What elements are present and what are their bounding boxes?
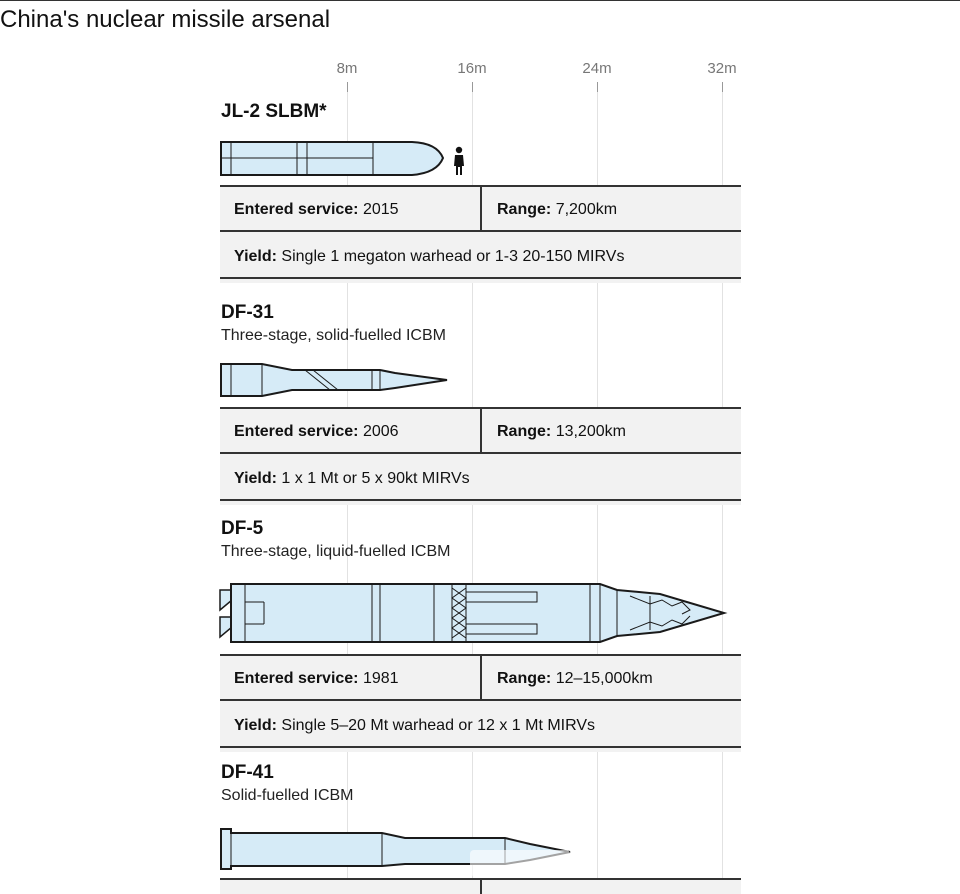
- missile-desc-df5: Three-stage, liquid-fuelled ICBM: [221, 543, 451, 560]
- entered-service-value: 1981: [362, 670, 399, 687]
- info-row-yield: [220, 234, 741, 279]
- range-value: 13,200km: [555, 423, 626, 440]
- range-cell: [497, 409, 626, 454]
- entered-service-cell: [234, 656, 399, 701]
- yield-label: Yield:: [234, 717, 277, 734]
- yield-value: Single 5–20 Mt warhead or 12 x 1 Mt MIRVs: [281, 717, 596, 734]
- cell-divider: [480, 656, 482, 701]
- info-row-service-range: [220, 187, 741, 232]
- chart-title: China's nuclear missile arsenal: [0, 6, 331, 33]
- range-cell: [497, 656, 653, 701]
- missile-name-jl2: JL-2 SLBM*: [221, 101, 327, 122]
- yield-cell: [234, 234, 624, 279]
- yield-cell: [234, 703, 595, 748]
- range-label: Range:: [497, 201, 552, 218]
- watermark-overlay: [470, 850, 570, 876]
- range-value: 7,200km: [555, 201, 618, 218]
- yield-cell: [234, 456, 470, 501]
- tick-label-8m: 8m: [336, 60, 358, 77]
- info-row-service-range: [220, 409, 741, 454]
- info-box-df5: [220, 654, 741, 752]
- range-label: Range:: [497, 423, 552, 440]
- entered-service-value: 2006: [362, 423, 399, 440]
- entered-service-label: Entered service:: [234, 423, 359, 440]
- cell-divider: [480, 187, 482, 232]
- range-cell: [497, 187, 617, 232]
- yield-value: Single 1 megaton warhead or 1-3 20-150 MIRVs: [281, 248, 625, 265]
- info-row-yield: [220, 456, 741, 501]
- yield-label: Yield:: [234, 470, 277, 487]
- info-box-df31: [220, 407, 741, 505]
- range-label: Range:: [497, 670, 552, 687]
- entered-service-cell: [234, 409, 399, 454]
- missile-df5-shape: [220, 584, 724, 642]
- entered-service-label: Entered service:: [234, 201, 359, 218]
- yield-value: 1 x 1 Mt or 5 x 90kt MIRVs: [281, 470, 470, 487]
- range-value: 12–15,000km: [555, 670, 653, 687]
- tick-label-24m: 24m: [582, 60, 612, 77]
- missile-jl2-shape: [221, 142, 443, 175]
- cell-divider: [480, 409, 482, 454]
- entered-service-label: Entered service:: [234, 670, 359, 687]
- missile-desc-df31: Three-stage, solid-fuelled ICBM: [221, 327, 446, 344]
- info-row-service-range: [220, 656, 741, 701]
- missile-df31-shape: [221, 364, 447, 396]
- entered-service-value: 2015: [362, 201, 399, 218]
- person-silhouette-icon: [454, 147, 464, 175]
- missile-name-df5: DF-5: [221, 518, 264, 539]
- missile-desc-df41: Solid-fuelled ICBM: [221, 787, 354, 804]
- tick-label-32m: 32m: [707, 60, 737, 77]
- info-row-yield: [220, 703, 741, 748]
- yield-label: Yield:: [234, 248, 277, 265]
- info-box-jl2: [220, 185, 741, 283]
- missile-name-df31: DF-31: [221, 302, 274, 323]
- missile-name-df41: DF-41: [221, 762, 274, 783]
- entered-service-cell: [234, 187, 399, 232]
- tick-label-16m: 16m: [457, 60, 487, 77]
